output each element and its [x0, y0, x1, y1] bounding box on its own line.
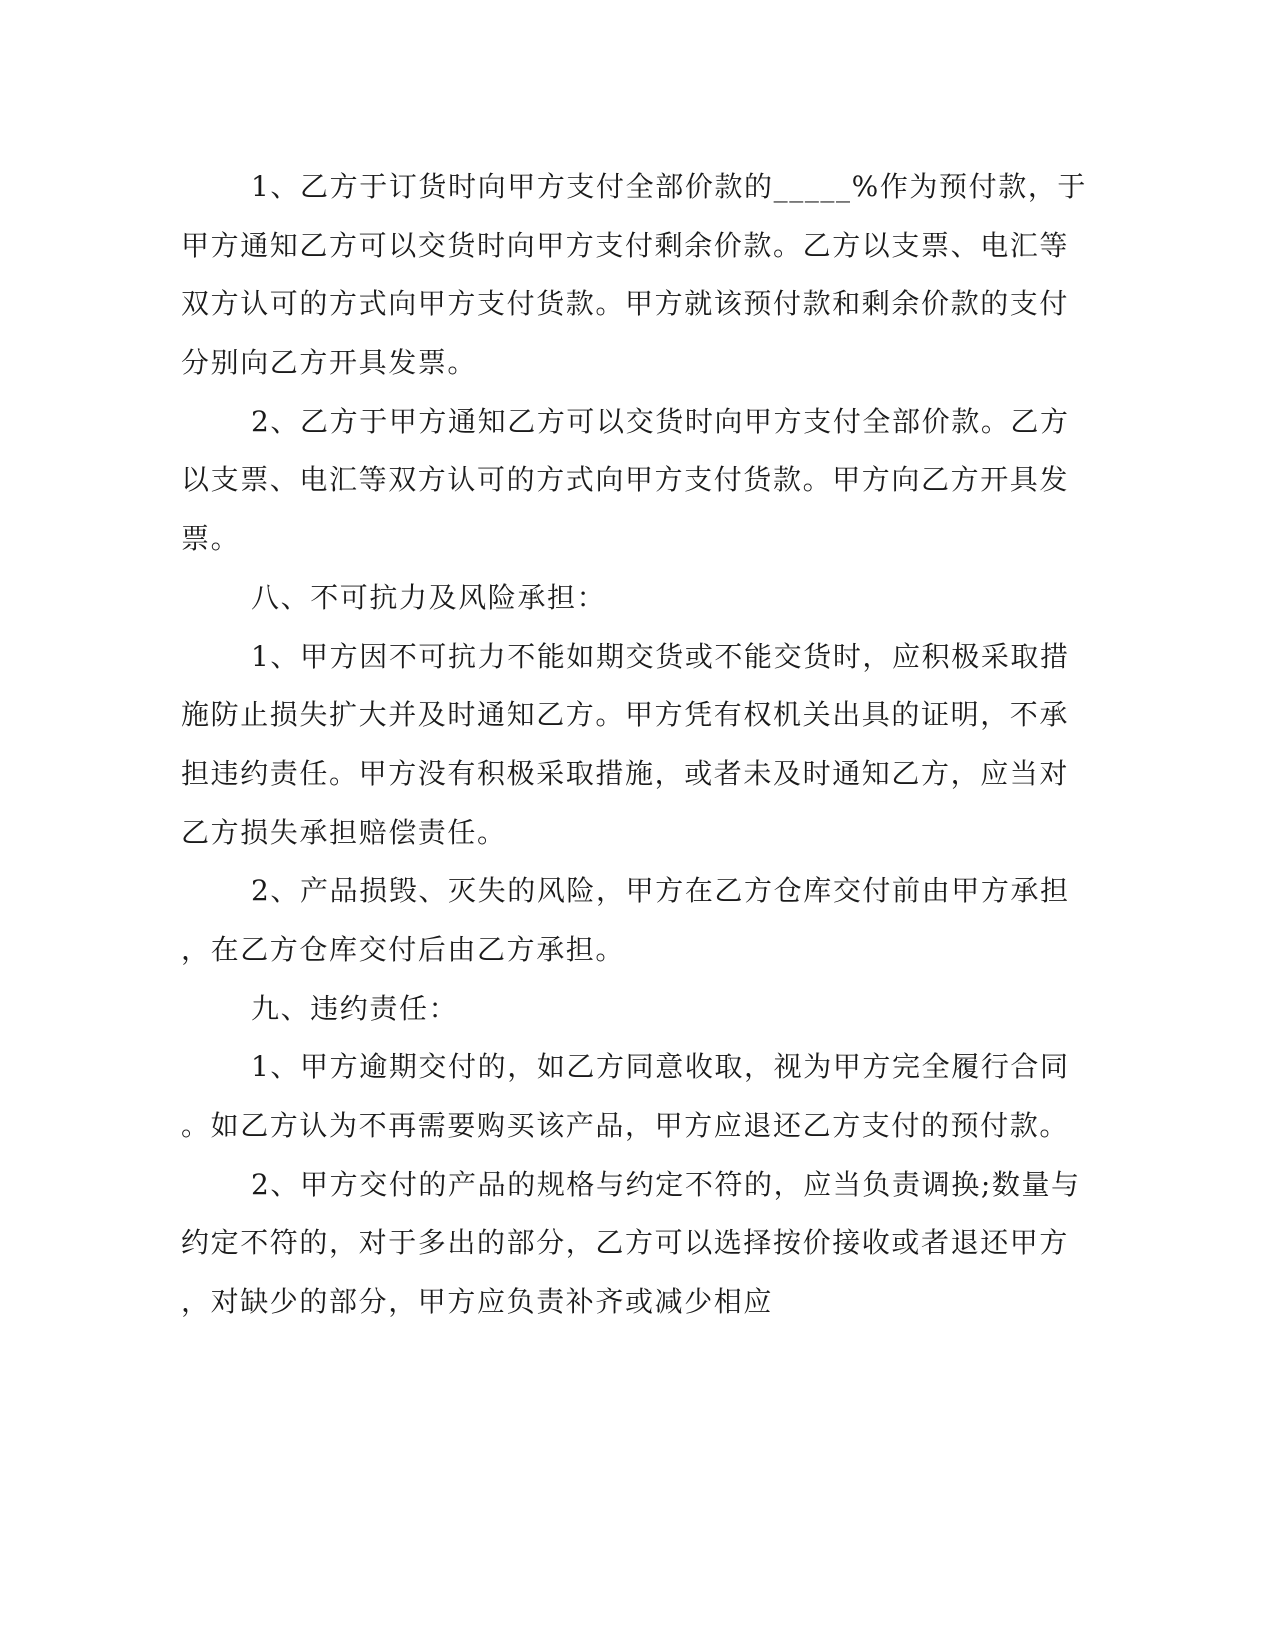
text-line: 甲方通知乙方可以交货时向甲方支付剩余价款。乙方以支票、电汇等	[181, 228, 1070, 262]
text-line: 2、甲方交付的产品的规格与约定不符的，应当负责调换;数量与	[251, 1167, 1081, 1201]
text-line: 约定不符的，对于多出的部分，乙方可以选择按价接收或者退还甲方	[181, 1226, 1070, 1260]
text-line: ，对缺少的部分，甲方应负责补齐或减少相应	[181, 1285, 774, 1319]
text-line: ，在乙方仓库交付后由乙方承担。	[181, 932, 626, 966]
document-body	[181, 158, 1088, 1332]
text-line: 分别向乙方开具发票。	[181, 346, 478, 380]
section-heading: 九、违约责任：	[251, 991, 459, 1025]
section-heading: 八、不可抗力及风险承担：	[251, 580, 607, 614]
text-line: 乙方损失承担赔偿责任。	[181, 815, 507, 849]
text-line: 2、乙方于甲方通知乙方可以交货时向甲方支付全部价款。乙方	[251, 404, 1070, 438]
text-line: 1、乙方于订货时向甲方支付全部价款的_____%作为预付款，于	[251, 170, 1088, 203]
text-line: 。如乙方认为不再需要购买该产品，甲方应退还乙方支付的预付款。	[181, 1109, 1070, 1142]
text-line: 双方认可的方式向甲方支付货款。甲方就该预付款和剩余价款的支付	[181, 287, 1070, 321]
text-line: 以支票、电汇等双方认可的方式向甲方支付货款。甲方向乙方开具发	[181, 463, 1070, 497]
text-line: 施防止损失扩大并及时通知乙方。甲方凭有权机关出具的证明，不承	[181, 698, 1070, 732]
text-line: 担违约责任。甲方没有积极采取措施，或者未及时通知乙方，应当对	[181, 756, 1070, 790]
text-line: 票。	[181, 522, 241, 556]
text-line: 1、甲方逾期交付的，如乙方同意收取，视为甲方完全履行合同	[251, 1050, 1070, 1084]
text-line: 1、甲方因不可抗力不能如期交货或不能交货时，应积极采取措	[251, 639, 1070, 673]
text-line: 2、产品损毁、灭失的风险，甲方在乙方仓库交付前由甲方承担	[251, 874, 1070, 908]
